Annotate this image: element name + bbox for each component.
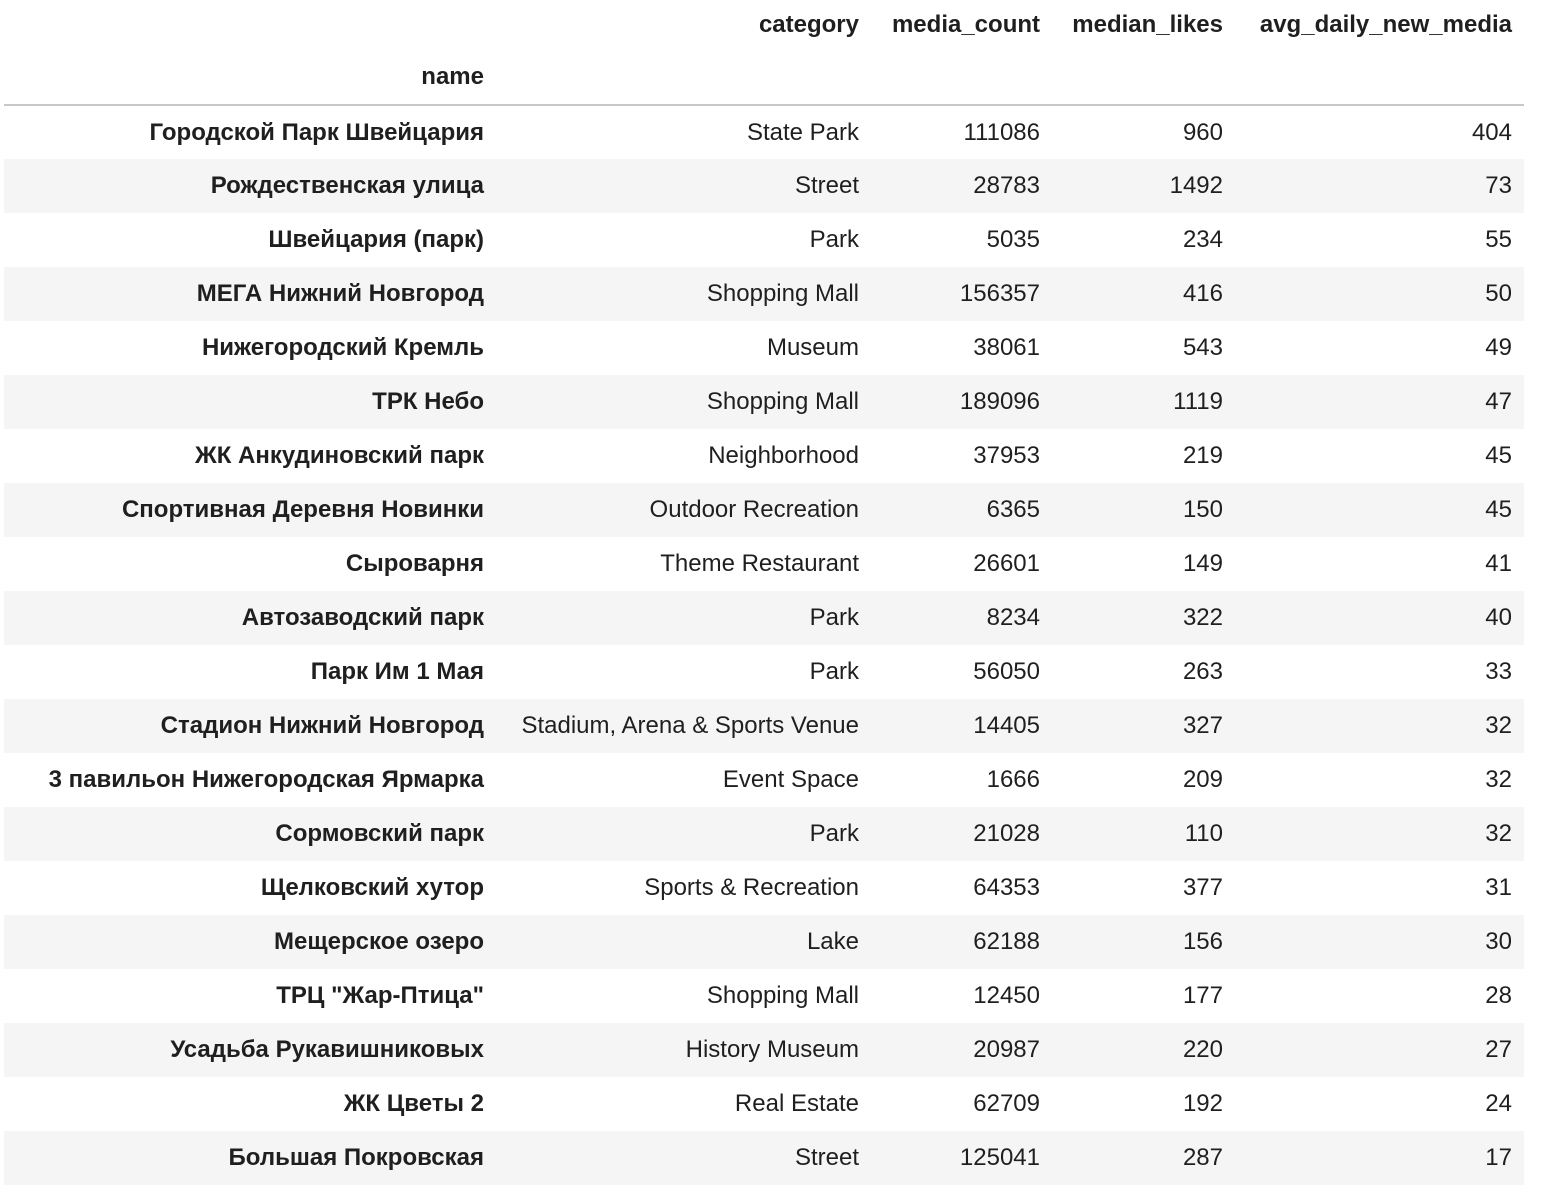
table-row <box>4 321 1524 375</box>
cell-media-count: 189096 <box>959 388 1040 415</box>
table-row <box>4 159 1524 213</box>
cell-category: Sports & Recreation <box>644 874 859 901</box>
cell-category: Shopping Mall <box>706 280 859 307</box>
column-header-category: category <box>758 11 859 38</box>
index-name-header: name <box>4 50 492 105</box>
cell-median-likes: 177 <box>1182 982 1223 1009</box>
cell-avg-daily-new-media: 73 <box>1485 172 1512 199</box>
cell-avg-daily-new-media: 49 <box>1485 334 1512 361</box>
cell-avg-daily-new-media: 55 <box>1485 226 1512 253</box>
table-row <box>4 807 1524 861</box>
row-index-name: Нижегородский Кремль <box>201 334 484 361</box>
cell-media-count: 14405 <box>973 712 1040 739</box>
cell-media-count: 38061 <box>973 334 1040 361</box>
cell-avg-daily-new-media: 17 <box>1485 1144 1512 1171</box>
row-index-name: Спортивная Деревня Новинки <box>121 496 484 523</box>
row-index-name: ЖК Анкудиновский парк <box>195 442 484 469</box>
cell-category: Outdoor Recreation <box>649 496 859 523</box>
index-header-blank-cell <box>492 50 871 105</box>
cell-median-likes: 1119 <box>1173 388 1223 415</box>
row-index-name: МЕГА Нижний Новгород <box>196 280 484 307</box>
row-index-name: Мещерское озеро <box>274 928 484 955</box>
cell-category: Park <box>809 604 859 631</box>
row-index-name: Щелковский хутор <box>260 874 484 901</box>
row-index-name: Усадьба Рукавишниковых <box>170 1036 484 1063</box>
table-row <box>4 645 1524 699</box>
cell-media-count: 28783 <box>973 172 1040 199</box>
table-body <box>4 105 1524 1185</box>
header-blank-cell <box>4 0 492 50</box>
column-header-media-count: media_count <box>891 11 1040 38</box>
cell-avg-daily-new-media: 24 <box>1485 1090 1512 1117</box>
cell-median-likes: 192 <box>1182 1090 1223 1117</box>
cell-median-likes: 220 <box>1182 1036 1223 1063</box>
table-row <box>4 537 1524 591</box>
index-header-blank-cell <box>1235 50 1524 105</box>
cell-avg-daily-new-media: 31 <box>1485 874 1512 901</box>
cell-category: Theme Restaurant <box>660 550 859 577</box>
cell-median-likes: 110 <box>1184 820 1223 847</box>
cell-avg-daily-new-media: 47 <box>1485 388 1512 415</box>
cell-avg-daily-new-media: 28 <box>1485 982 1512 1009</box>
cell-media-count: 62709 <box>973 1090 1040 1117</box>
table-row <box>4 699 1524 753</box>
row-index-name: Большая Покровская <box>228 1144 484 1171</box>
table-row <box>4 375 1524 429</box>
cell-avg-daily-new-media: 33 <box>1485 658 1512 685</box>
cell-category: Park <box>809 226 859 253</box>
cell-avg-daily-new-media: 40 <box>1485 604 1512 631</box>
cell-media-count: 12450 <box>973 982 1040 1009</box>
cell-category: Stadium, Arena & Sports Venue <box>521 712 859 739</box>
index-header-blank-cell <box>1052 50 1235 105</box>
cell-avg-daily-new-media: 50 <box>1485 280 1512 307</box>
cell-media-count: 64353 <box>973 874 1040 901</box>
row-index-name: Стадион Нижний Новгород <box>160 712 484 739</box>
cell-avg-daily-new-media: 45 <box>1485 442 1512 469</box>
cell-median-likes: 287 <box>1182 1144 1223 1171</box>
cell-avg-daily-new-media: 27 <box>1485 1036 1512 1063</box>
row-index-name: Рождественская улица <box>210 172 484 199</box>
cell-media-count: 8234 <box>986 604 1040 631</box>
cell-avg-daily-new-media: 32 <box>1485 712 1512 739</box>
cell-category: Shopping Mall <box>706 388 859 415</box>
row-index-name: ТРЦ "Жар-Птица" <box>276 982 484 1009</box>
row-index-name: 3 павильон Нижегородская Ярмарка <box>48 766 484 793</box>
row-index-name: Автозаводский парк <box>241 604 484 631</box>
cell-category: Real Estate <box>734 1090 859 1117</box>
cell-median-likes: 322 <box>1182 604 1223 631</box>
table-row <box>4 753 1524 807</box>
table-row <box>4 267 1524 321</box>
cell-median-likes: 150 <box>1182 496 1223 523</box>
cell-avg-daily-new-media: 30 <box>1485 928 1512 955</box>
cell-median-likes: 234 <box>1182 226 1223 253</box>
cell-media-count: 20987 <box>973 1036 1040 1063</box>
table-row <box>4 429 1524 483</box>
cell-median-likes: 1492 <box>1169 172 1223 199</box>
row-index-name: Сыроварня <box>345 550 484 577</box>
index-header-row <box>4 50 1524 105</box>
cell-media-count: 26601 <box>973 550 1040 577</box>
cell-media-count: 156357 <box>959 280 1040 307</box>
cell-media-count: 37953 <box>973 442 1040 469</box>
cell-avg-daily-new-media: 41 <box>1485 550 1512 577</box>
cell-category: Lake <box>806 928 859 955</box>
cell-category: Street <box>794 172 859 199</box>
table-row <box>4 969 1524 1023</box>
cell-median-likes: 149 <box>1182 550 1223 577</box>
row-index-name: ТРК Небо <box>372 388 484 415</box>
cell-median-likes: 543 <box>1182 334 1223 361</box>
cell-median-likes: 960 <box>1182 118 1223 146</box>
table-row <box>4 1023 1524 1077</box>
dataframe-table <box>4 0 1524 1185</box>
cell-avg-daily-new-media: 32 <box>1485 766 1512 793</box>
cell-category: State Park <box>746 118 859 146</box>
cell-median-likes: 377 <box>1182 874 1223 901</box>
cell-media-count: 21028 <box>973 820 1040 847</box>
cell-media-count: 62188 <box>973 928 1040 955</box>
row-index-name: Сормовский парк <box>275 820 484 847</box>
cell-media-count: 56050 <box>973 658 1040 685</box>
table-row <box>4 915 1524 969</box>
column-header-avg-daily-new-media: avg_daily_new_media <box>1259 11 1512 38</box>
cell-median-likes: 209 <box>1182 766 1223 793</box>
table-row <box>4 861 1524 915</box>
index-header-blank-cell <box>871 50 1052 105</box>
cell-media-count: 6365 <box>986 496 1040 523</box>
cell-media-count: 1666 <box>986 766 1040 793</box>
cell-category: Museum <box>766 334 859 361</box>
cell-median-likes: 219 <box>1182 442 1223 469</box>
column-header-median-likes: median_likes <box>1072 11 1223 38</box>
table-header <box>4 0 1524 105</box>
row-index-name: Парк Им 1 Мая <box>310 658 484 685</box>
table-row <box>4 213 1524 267</box>
row-index-name: Городской Парк Швейцария <box>149 118 484 146</box>
cell-avg-daily-new-media: 32 <box>1485 820 1512 847</box>
cell-category: History Museum <box>685 1036 859 1063</box>
table-row <box>4 591 1524 645</box>
column-header-row <box>4 0 1524 50</box>
row-index-name: ЖК Цветы 2 <box>343 1090 484 1117</box>
cell-category: Shopping Mall <box>706 982 859 1009</box>
cell-category: Event Space <box>722 766 859 793</box>
table-row <box>4 105 1524 159</box>
cell-media-count: 111086 <box>963 118 1040 146</box>
cell-median-likes: 416 <box>1182 280 1223 307</box>
cell-category: Park <box>809 658 859 685</box>
cell-median-likes: 327 <box>1182 712 1223 739</box>
row-index-name: Швейцария (парк) <box>268 226 484 253</box>
table-row <box>4 1131 1524 1185</box>
cell-media-count: 5035 <box>986 226 1040 253</box>
table-row <box>4 483 1524 537</box>
cell-category: Street <box>794 1144 859 1171</box>
cell-median-likes: 156 <box>1182 928 1223 955</box>
cell-category: Park <box>809 820 859 847</box>
cell-avg-daily-new-media: 45 <box>1485 496 1512 523</box>
cell-median-likes: 263 <box>1182 658 1223 685</box>
table-row <box>4 1077 1524 1131</box>
cell-category: Neighborhood <box>708 442 859 469</box>
cell-media-count: 125041 <box>959 1144 1040 1171</box>
cell-avg-daily-new-media: 404 <box>1471 118 1512 146</box>
